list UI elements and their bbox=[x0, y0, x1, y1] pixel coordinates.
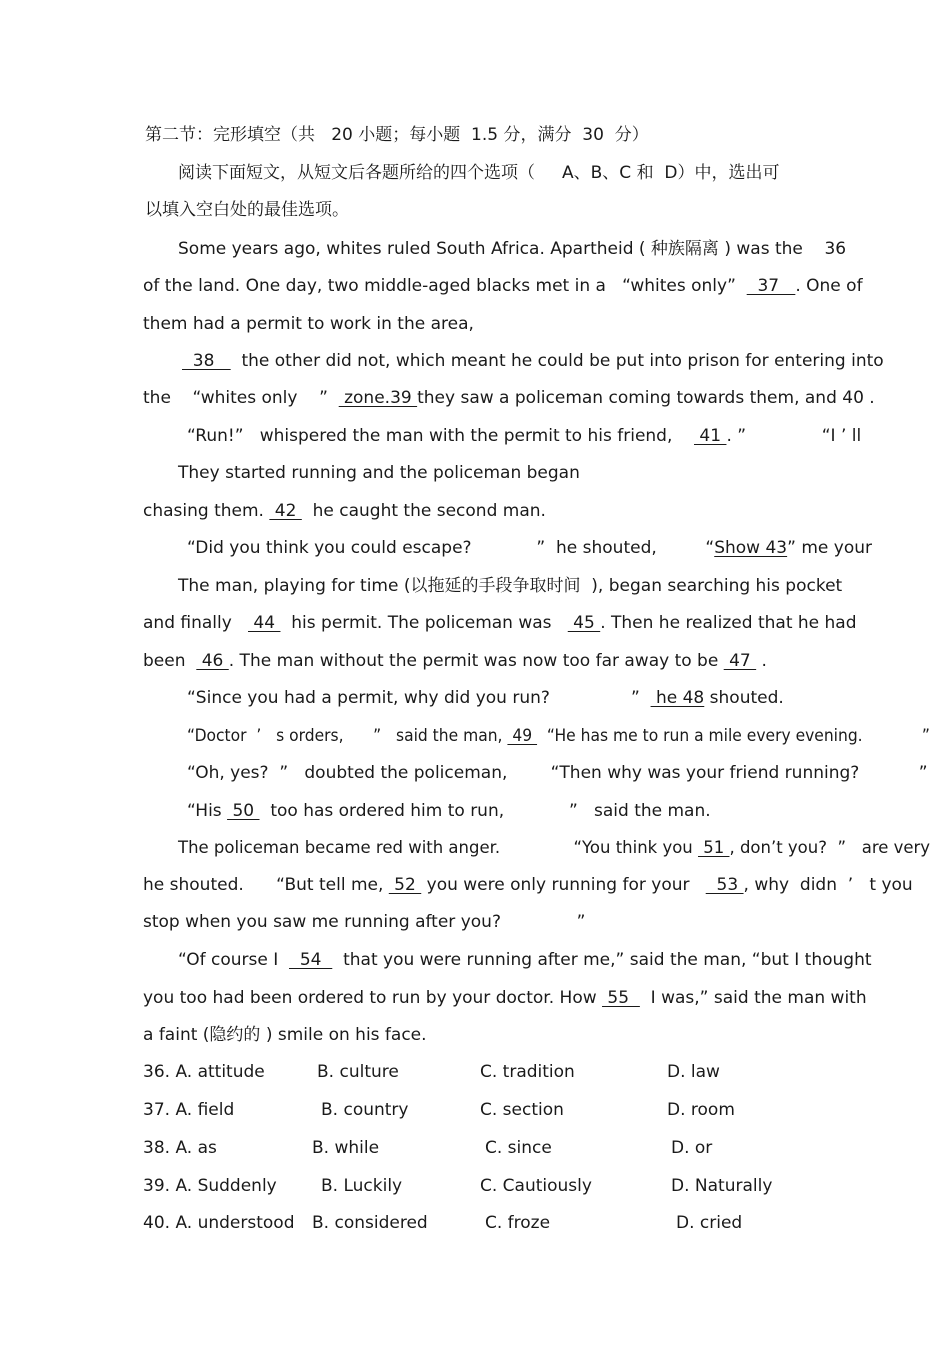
blank-39: zone.39 bbox=[338, 388, 418, 408]
passage-line: “Of course I 54 that you were running after me,” said the man, “but I thought bbox=[178, 950, 872, 970]
blank-51: 51 bbox=[697, 838, 730, 858]
passage-line: you too had been ordered to run by your doctor. How 55 I was,” said the man with bbox=[143, 988, 867, 1008]
blank-55: 55 bbox=[602, 988, 640, 1008]
blank-53: 53 bbox=[705, 875, 744, 895]
section-title: 第二节：完形填空（共 20 小题；每小题 1.5 分，满分 30 分） bbox=[145, 125, 649, 145]
passage-line: been 46 . The man without the permit was now too far away to be 47 . bbox=[143, 651, 767, 671]
option-a[interactable]: 40. A. understood bbox=[143, 1213, 295, 1233]
option-c[interactable]: C. froze bbox=[485, 1213, 551, 1233]
passage-line: chasing them. 42 he caught the second man. bbox=[143, 501, 546, 521]
option-c[interactable]: C. tradition bbox=[480, 1062, 575, 1082]
passage-line: “Since you had a permit, why did you run? ” he 48 shouted. bbox=[187, 688, 784, 708]
blank-42: 42 bbox=[269, 501, 302, 521]
option-d[interactable]: D. room bbox=[667, 1100, 735, 1120]
blank-37: 37 bbox=[746, 276, 796, 296]
option-b[interactable]: B. country bbox=[321, 1100, 409, 1120]
passage-line: “Doctor ’ s orders, ” said the man, 49 “He has me to run a mile every evening. ” bbox=[187, 726, 930, 746]
option-b[interactable]: B. considered bbox=[312, 1213, 428, 1233]
blank-48: he 48 bbox=[650, 688, 705, 708]
blank-52: 52 bbox=[388, 875, 422, 895]
blank-41: 41 bbox=[694, 426, 727, 446]
passage-line: “Did you think you could escape? ” he shouted, “Show 43” me your bbox=[187, 538, 872, 558]
passage-line: and finally 44 his permit. The policeman was 45 . Then he realized that he had bbox=[143, 613, 857, 633]
option-c[interactable]: C. section bbox=[480, 1100, 564, 1120]
option-a[interactable]: 36. A. attitude bbox=[143, 1062, 265, 1082]
passage-line: he shouted. “But tell me, 52 you were only running for your 53 , why didn ’ t you bbox=[143, 875, 913, 895]
option-a[interactable]: 37. A. field bbox=[143, 1100, 235, 1120]
passage-line: stop when you saw me running after you? ” bbox=[143, 912, 586, 932]
option-c[interactable]: C. since bbox=[485, 1138, 552, 1158]
option-d[interactable]: D. cried bbox=[676, 1213, 743, 1233]
passage-line: the “whites only ” zone.39 they saw a policeman coming towards them, and 40 . bbox=[143, 388, 875, 408]
blank-54: 54 bbox=[289, 950, 333, 970]
option-d[interactable]: D. Naturally bbox=[671, 1176, 773, 1196]
passage-line: a faint (隐约的 ) smile on his face. bbox=[143, 1025, 427, 1045]
option-a[interactable]: 39. A. Suddenly bbox=[143, 1176, 277, 1196]
passage-line: The man, playing for time (以拖延的手段争取时间 ), began searching his pocket bbox=[178, 576, 843, 596]
blank-38: 38 bbox=[182, 351, 231, 371]
blank-47: 47 bbox=[723, 651, 757, 671]
passage-line: of the land. One day, two middle-aged blacks met in a “whites only” 37 . One of bbox=[143, 276, 863, 296]
option-c[interactable]: C. Cautiously bbox=[480, 1176, 592, 1196]
passage-line: Some years ago, whites ruled South Africa. Apartheid ( 种族隔离 ) was the 36 bbox=[178, 239, 847, 259]
option-b[interactable]: B. while bbox=[312, 1138, 380, 1158]
blank-44: 44 bbox=[248, 613, 281, 633]
instructions-line-2: 以填入空白处的最佳选项。 bbox=[145, 200, 349, 220]
blank-45: 45 bbox=[567, 613, 601, 633]
passage-line: “His 50 too has ordered him to run, ” said the man. bbox=[187, 801, 711, 821]
blank-50: 50 bbox=[227, 801, 260, 821]
passage-line: “Run!” whispered the man with the permit to his friend, 41 . ” “I ’ ll bbox=[187, 426, 862, 446]
passage-line: “Oh, yes? ” doubted the policeman, “Then why was your friend running? ” bbox=[187, 763, 928, 783]
passage-line: them had a permit to work in the area, bbox=[143, 314, 474, 334]
blank-46: 46 bbox=[196, 651, 229, 671]
passage-line: The policeman became red with anger. “You think you 51 , don’t you? ” are very bbox=[178, 838, 931, 858]
option-d[interactable]: D. or bbox=[671, 1138, 713, 1158]
blank-43: Show 43 bbox=[714, 538, 788, 558]
option-d[interactable]: D. law bbox=[667, 1062, 720, 1082]
passage-line: 38 the other did not, which meant he could be put into prison for entering into bbox=[182, 351, 884, 371]
option-b[interactable]: B. culture bbox=[317, 1062, 399, 1082]
passage-line: They started running and the policeman began bbox=[178, 463, 580, 483]
option-b[interactable]: B. Luckily bbox=[321, 1176, 403, 1196]
instructions-line-1: 阅读下面短文，从短文后各题所给的四个选项（ A、B、C 和 D）中，选出可 bbox=[178, 163, 780, 183]
blank-49: 49 bbox=[507, 726, 538, 746]
option-a[interactable]: 38. A. as bbox=[143, 1138, 217, 1158]
